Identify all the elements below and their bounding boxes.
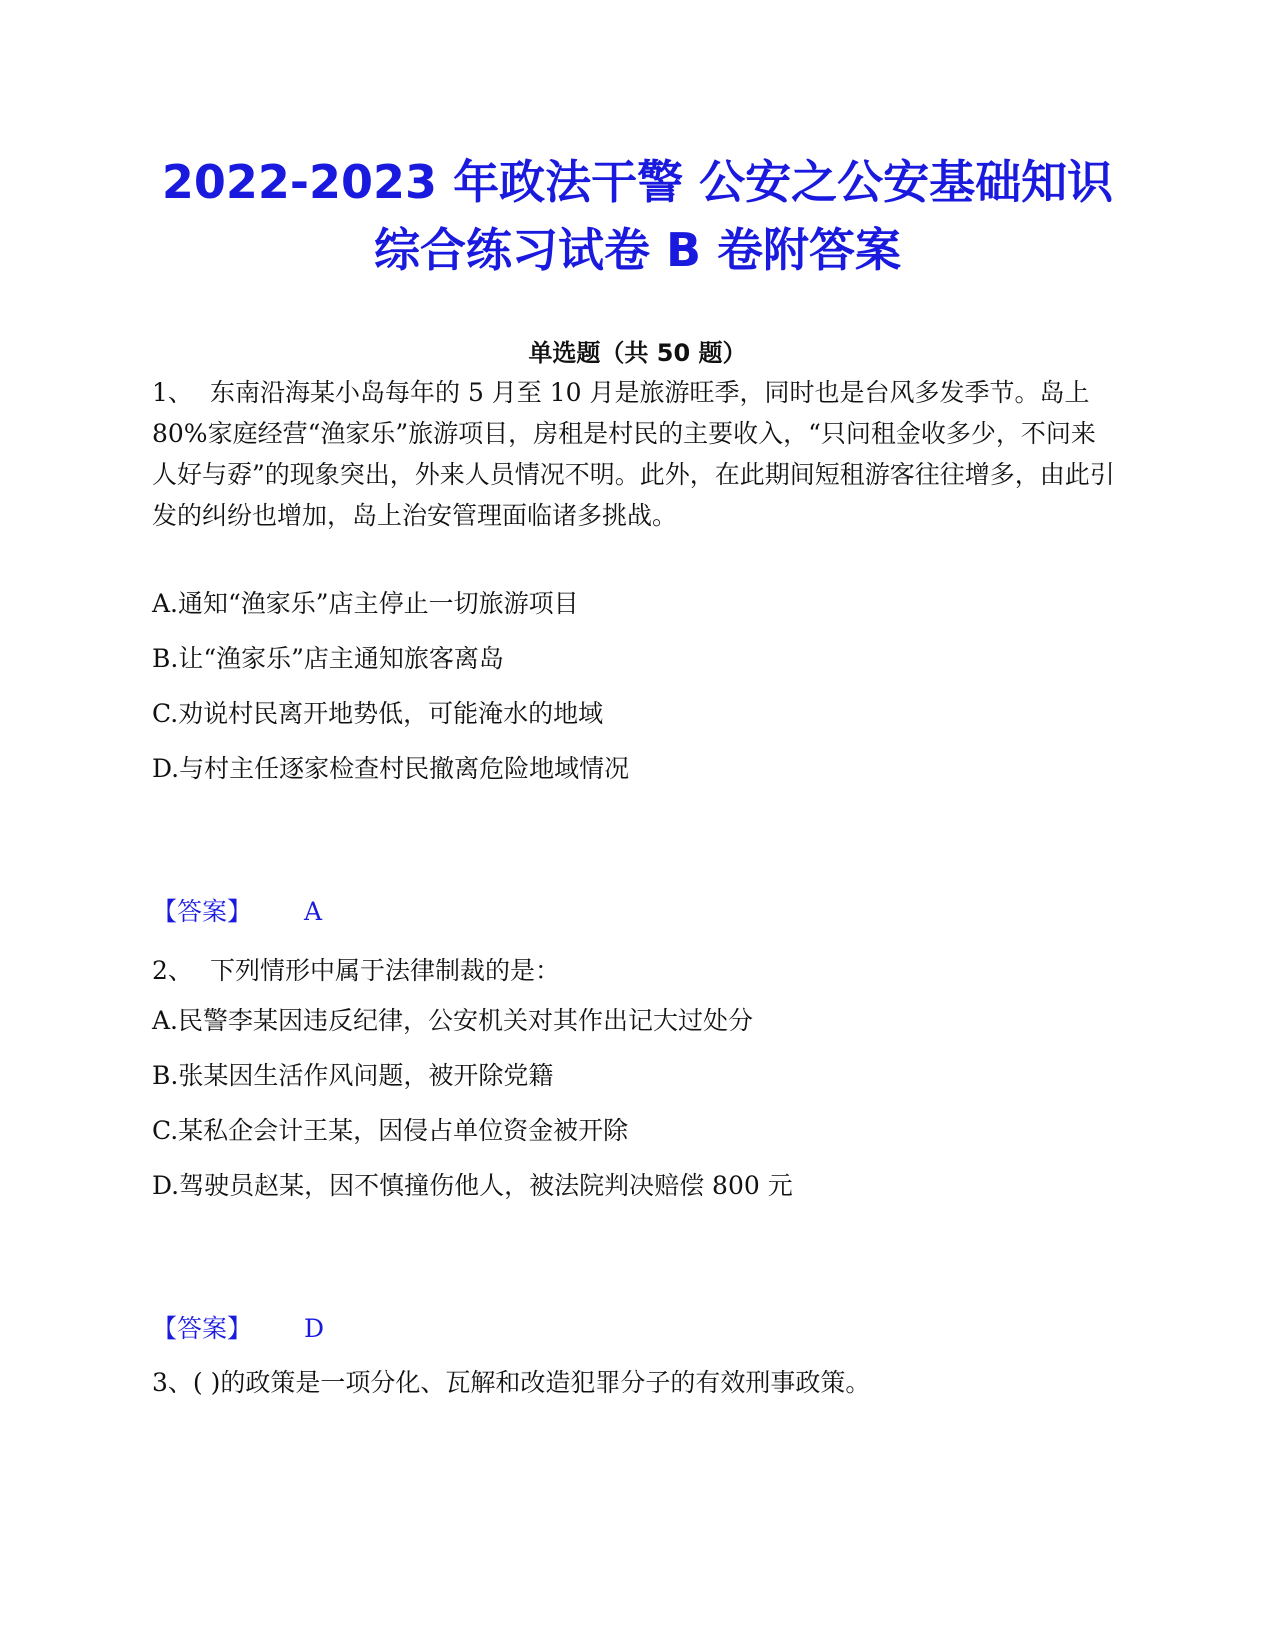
question-2-option-c: C.某私企会计王某，因侵占单位资金被开除 — [152, 1116, 629, 1145]
question-1-answer — [152, 896, 322, 928]
document-title-line-1: 2022-2023 年政法干警 公安之公安基础知识 — [161, 155, 1114, 209]
section-heading: 单选题（共 50 题） — [528, 339, 747, 367]
question-2-text: 下列情形中属于法律制裁的是： — [210, 956, 561, 985]
question-2-option-b: B.张某因生活作风问题，被开除党籍 — [152, 1061, 554, 1090]
question-1-option-a: A.通知“渔家乐”店主停止一切旅游项目 — [152, 589, 579, 618]
answer-label: 【答案】 — [152, 897, 253, 926]
answer-label: 【答案】 — [152, 1314, 253, 1343]
question-1-option-b: B.让“渔家乐”店主通知旅客离岛 — [152, 644, 504, 673]
question-3-stem — [152, 1362, 1120, 1403]
question-2-option-a: A.民警李某因违反纪律，公安机关对其作出记大过处分 — [152, 1006, 754, 1035]
question-3-text: ( )的政策是一项分化、瓦解和改造犯罪分子的有效刑事政策。 — [192, 1368, 871, 1397]
question-2-option-d: D.驾驶员赵某，因不慎撞伤他人，被法院判决赔偿 800 元 — [152, 1171, 793, 1200]
question-1-option-d: D.与村主任逐家检查村民撤离危险地域情况 — [152, 754, 630, 783]
document-title-line-2: 综合练习试卷 B 卷附答案 — [373, 223, 902, 277]
question-1-stem — [152, 372, 1120, 536]
question-2-answer-value: D — [304, 1314, 325, 1343]
question-2-number: 2、 — [152, 956, 193, 985]
question-2-answer — [152, 1313, 324, 1345]
question-1-option-c: C.劝说村民离开地势低，可能淹水的地域 — [152, 699, 604, 728]
question-2-stem — [152, 950, 1120, 991]
question-1-number: 1、 — [152, 378, 193, 407]
question-3-number: 3、 — [152, 1368, 193, 1397]
question-1-text: 东南沿海某小岛每年的 5 月至 10 月是旅游旺季，同时也是台风多发季节。岛上 80%家庭经营“渔家乐”旅游项目，房租是村民的主要收入，“只问租金收多少，不问来人好与孬”的现象突出，外来人员情况不明。此外，在此期间短租游客往往增多，由此引发的纠纷也增加，岛上治安管理面临诸多挑战。 — [152, 378, 1115, 530]
question-1-answer-value: A — [304, 897, 323, 926]
